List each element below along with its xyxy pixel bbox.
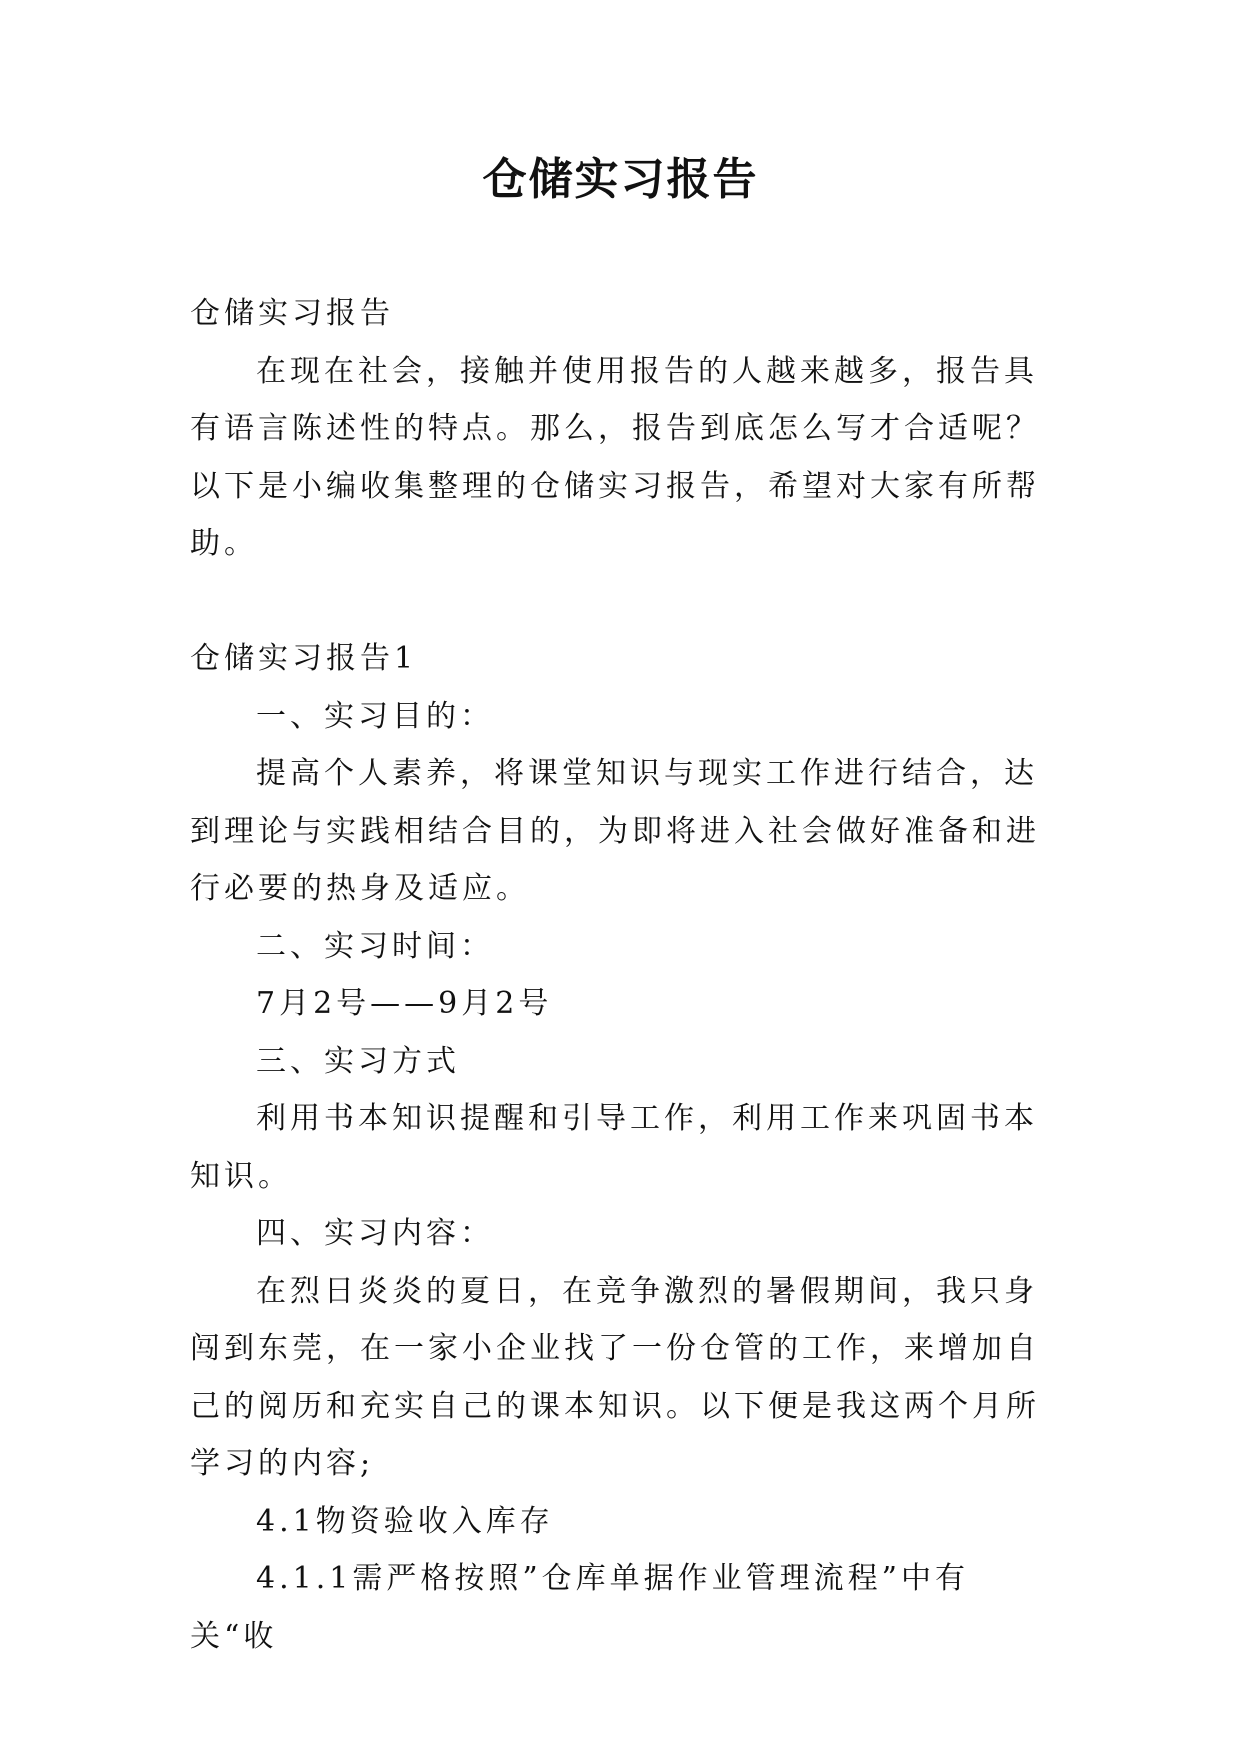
paragraph-content: 在烈日炎炎的夏日，在竞争激烈的暑假期间，我只身闯到东莞，在一家小企业找了一份仓管的工作，来增加自己的阅历和充实自己的课本知识。以下便是我这两个月所学习的内容; — [190, 1273, 1040, 1481]
heading-purpose: 一、实习目的： — [256, 698, 494, 734]
paragraph-intro: 在现在社会，接触并使用报告的人越来越多，报告具有语言陈述性的特点。那么，报告到底怎么写才合适呢？以下是小编收集整理的仓储实习报告，希望对大家有所帮助。 — [190, 353, 1040, 561]
paragraph-4-1-1: 4.1.1需严格按照”仓库单据作业管理流程”中有关“收 — [190, 1561, 970, 1654]
paragraph-method: 利用书本知识提醒和引导工作，利用工作来巩固书本知识。 — [190, 1101, 1038, 1194]
section-title-report-1: 仓储实习报告1 — [190, 641, 418, 676]
document-title: 仓储实习报告 — [482, 154, 759, 205]
paragraph-time: 7月2号——9月2号 — [256, 986, 553, 1021]
paragraph-purpose: 提高个人素养，将课堂知识与现实工作进行结合，达到理论与实践相结合目的，为即将进入社会做好准备和进行必要的热身及适应。 — [190, 756, 1040, 906]
heading-time: 二、实习时间： — [256, 928, 494, 964]
paragraph-heading: 仓储实习报告 — [190, 296, 394, 331]
heading-method: 三、实习方式 — [256, 1043, 460, 1079]
heading-content: 四、实习内容： — [256, 1216, 494, 1251]
subheading-4-1: 4.1物资验收入库存 — [256, 1503, 554, 1539]
document-body — [190, 285, 1052, 1665]
